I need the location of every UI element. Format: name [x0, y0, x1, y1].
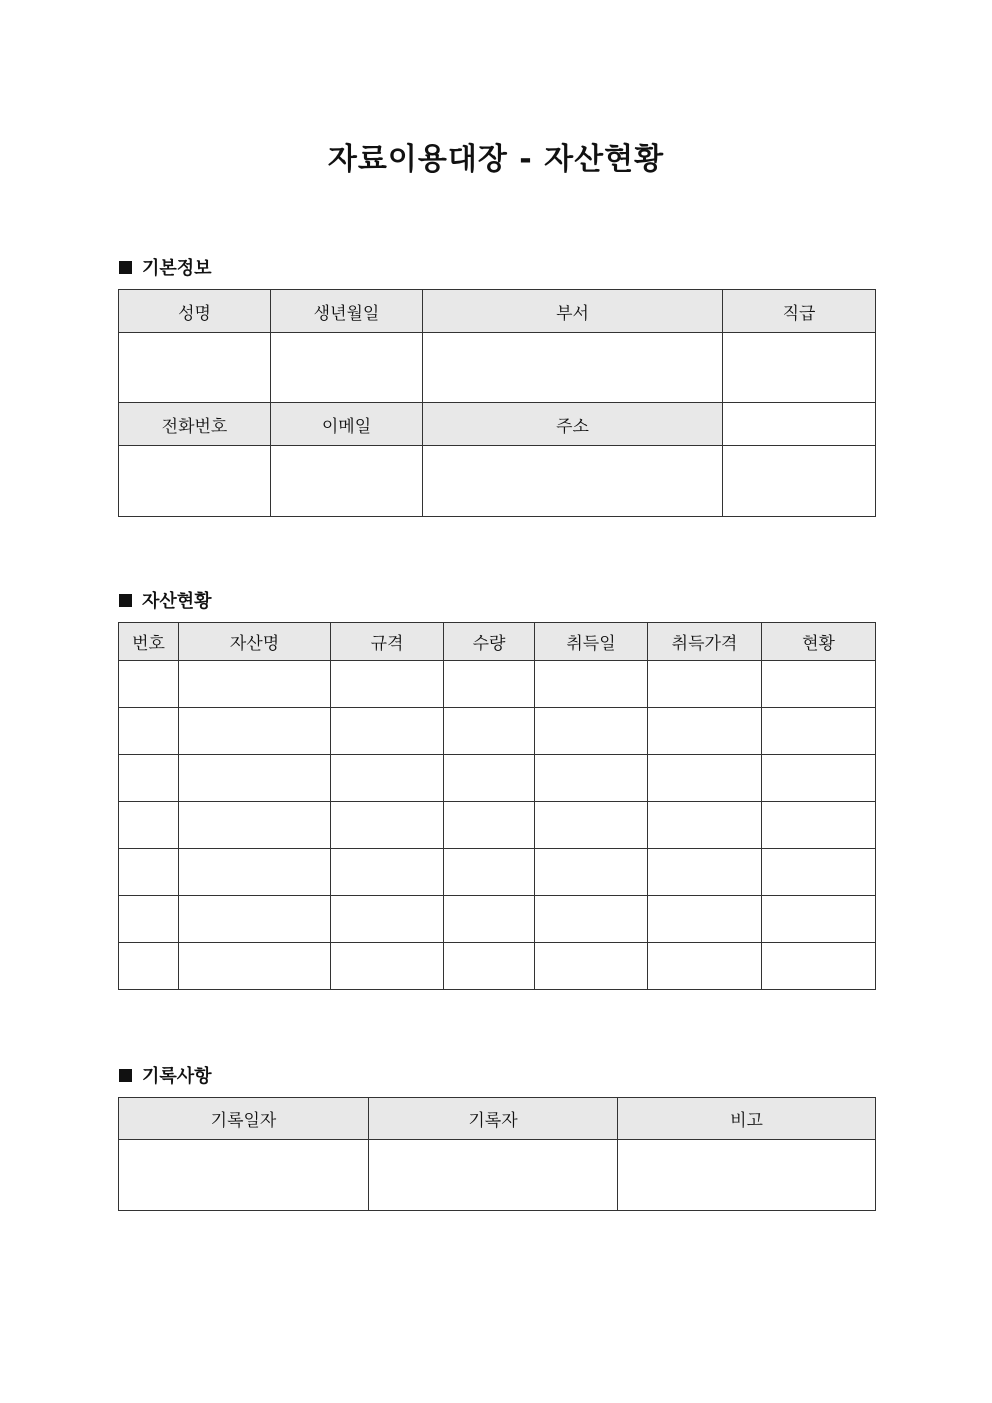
header-acquired-price: 취득가격 — [648, 623, 762, 661]
square-bullet-icon — [119, 261, 132, 274]
header-remarks: 비고 — [618, 1098, 876, 1140]
table-row — [119, 802, 876, 849]
table-row — [119, 661, 876, 708]
page-title: 자료이용대장 - 자산현황 — [327, 142, 665, 177]
table-cell[interactable] — [179, 802, 331, 849]
table-cell[interactable] — [648, 802, 762, 849]
table-cell[interactable] — [331, 943, 444, 990]
basic-info-table — [118, 289, 876, 517]
table-cell[interactable] — [762, 661, 876, 708]
table-row — [119, 943, 876, 990]
table-cell[interactable] — [444, 661, 535, 708]
table-cell[interactable] — [179, 708, 331, 755]
table-cell[interactable] — [762, 755, 876, 802]
table-cell[interactable] — [444, 755, 535, 802]
cell-birthdate[interactable] — [271, 333, 423, 403]
section-records-heading — [119, 1062, 212, 1088]
table-cell[interactable] — [179, 755, 331, 802]
cell-record-date[interactable] — [119, 1140, 369, 1211]
table-cell[interactable] — [535, 849, 648, 896]
table-cell[interactable] — [762, 708, 876, 755]
table-cell[interactable] — [648, 755, 762, 802]
table-row — [119, 896, 876, 943]
cell-recorder[interactable] — [369, 1140, 618, 1211]
table-cell[interactable] — [119, 661, 179, 708]
table-cell[interactable] — [762, 802, 876, 849]
table-row — [119, 755, 876, 802]
table-cell[interactable] — [535, 708, 648, 755]
table-cell[interactable] — [179, 943, 331, 990]
table-cell[interactable] — [331, 802, 444, 849]
header-asset-name: 자산명 — [179, 623, 331, 661]
table-cell[interactable] — [535, 896, 648, 943]
asset-rows — [119, 661, 876, 990]
table-cell[interactable] — [444, 943, 535, 990]
cell-name[interactable] — [119, 333, 271, 403]
table-cell[interactable] — [119, 943, 179, 990]
table-cell[interactable] — [179, 896, 331, 943]
section-basic-title: 기본정보 — [142, 258, 212, 279]
table-cell[interactable] — [762, 849, 876, 896]
header-birthdate: 생년월일 — [271, 290, 423, 333]
table-cell[interactable] — [119, 896, 179, 943]
section-records-title: 기록사항 — [142, 1066, 212, 1087]
table-cell[interactable] — [535, 661, 648, 708]
cell-phone[interactable] — [119, 446, 271, 517]
table-row — [119, 849, 876, 896]
table-cell[interactable] — [444, 708, 535, 755]
table-cell[interactable] — [444, 802, 535, 849]
table-cell[interactable] — [331, 849, 444, 896]
table-cell[interactable] — [179, 849, 331, 896]
table-cell[interactable] — [535, 755, 648, 802]
header-department: 부서 — [423, 290, 723, 333]
table-cell[interactable] — [119, 802, 179, 849]
cell-blank-header — [723, 403, 876, 446]
header-recorder: 기록자 — [369, 1098, 618, 1140]
header-status: 현황 — [762, 623, 876, 661]
table-cell[interactable] — [762, 943, 876, 990]
cell-email[interactable] — [271, 446, 423, 517]
assets-table — [118, 622, 876, 990]
section-assets-title: 자산현황 — [142, 591, 212, 612]
cell-department[interactable] — [423, 333, 723, 403]
records-table — [118, 1097, 876, 1211]
table-row — [119, 708, 876, 755]
table-cell[interactable] — [535, 802, 648, 849]
header-acquired-date: 취득일 — [535, 623, 648, 661]
cell-position[interactable] — [723, 333, 876, 403]
table-cell[interactable] — [119, 849, 179, 896]
square-bullet-icon — [119, 594, 132, 607]
cell-remarks[interactable] — [618, 1140, 876, 1211]
table-cell[interactable] — [762, 896, 876, 943]
table-cell[interactable] — [444, 896, 535, 943]
header-record-date: 기록일자 — [119, 1098, 369, 1140]
table-cell[interactable] — [444, 849, 535, 896]
table-cell[interactable] — [331, 896, 444, 943]
table-cell[interactable] — [331, 708, 444, 755]
table-cell[interactable] — [648, 661, 762, 708]
table-cell[interactable] — [331, 661, 444, 708]
header-name: 성명 — [119, 290, 271, 333]
section-basic-heading — [119, 254, 212, 280]
section-assets-heading — [119, 587, 212, 613]
table-cell[interactable] — [648, 943, 762, 990]
header-phone: 전화번호 — [119, 403, 271, 446]
header-email: 이메일 — [271, 403, 423, 446]
header-quantity: 수량 — [444, 623, 535, 661]
cell-address[interactable] — [423, 446, 723, 517]
cell-extra[interactable] — [723, 446, 876, 517]
square-bullet-icon — [119, 1069, 132, 1082]
table-cell[interactable] — [648, 896, 762, 943]
table-cell[interactable] — [119, 708, 179, 755]
table-cell[interactable] — [331, 755, 444, 802]
table-cell[interactable] — [648, 708, 762, 755]
table-cell[interactable] — [179, 661, 331, 708]
table-cell[interactable] — [648, 849, 762, 896]
header-spec: 규격 — [331, 623, 444, 661]
header-position: 직급 — [723, 290, 876, 333]
table-cell[interactable] — [119, 755, 179, 802]
header-address: 주소 — [423, 403, 723, 446]
table-cell[interactable] — [535, 943, 648, 990]
header-number: 번호 — [119, 623, 179, 661]
